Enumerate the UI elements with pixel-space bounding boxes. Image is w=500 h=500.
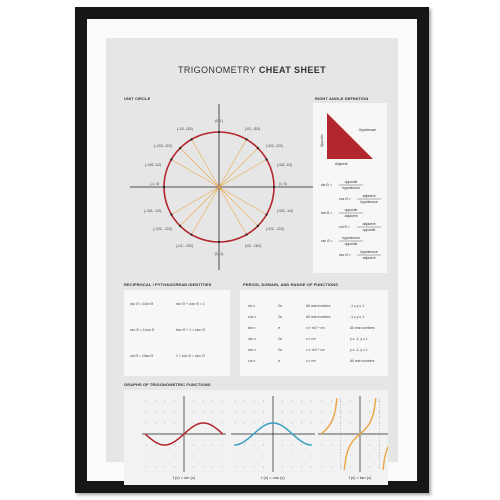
grid-dot xyxy=(341,412,342,413)
angle-ray xyxy=(219,139,247,187)
grid-dot xyxy=(203,445,204,446)
grid-dot xyxy=(146,456,147,457)
circle-point xyxy=(257,225,259,227)
period-cell-period: 2π xyxy=(278,337,283,341)
period-cell-period: 2π xyxy=(278,315,283,319)
circle-point xyxy=(218,131,220,133)
period-cell-period: 2π xyxy=(278,304,283,308)
grid-dot xyxy=(235,467,236,468)
angle-ray xyxy=(219,187,258,226)
coord-right-4: (1, 0) xyxy=(279,182,287,186)
grid-dot xyxy=(244,401,245,402)
grid-dot xyxy=(301,401,302,402)
grid-dot xyxy=(301,423,302,424)
grid-dot xyxy=(282,445,283,446)
grid-dot xyxy=(174,401,175,402)
grid-dot xyxy=(301,412,302,413)
circle-point xyxy=(257,147,259,149)
grid-dot xyxy=(155,401,156,402)
cot-ratio-label: cot Θ = xyxy=(339,225,351,229)
grid-dot xyxy=(165,456,166,457)
right-triangle xyxy=(327,113,373,159)
circle-point xyxy=(170,158,172,160)
grid-dot xyxy=(193,412,194,413)
angle-ray xyxy=(180,187,219,226)
period-cell-fn: tan x xyxy=(248,326,256,330)
coord-left-7: (-1/2, -√3/2) xyxy=(175,244,193,248)
period-cell-period: π xyxy=(278,326,281,330)
grid-dot xyxy=(222,412,223,413)
sec-ratio-label: sec Θ = xyxy=(339,253,351,257)
grid-dot xyxy=(212,423,213,424)
grid-dot xyxy=(254,445,255,446)
tan-graph-caption: f (x) = tan (x) xyxy=(348,475,372,480)
grid-dot xyxy=(203,467,204,468)
grid-dot xyxy=(350,423,351,424)
period-panel xyxy=(240,290,388,376)
grid-dot xyxy=(341,445,342,446)
grid-dot xyxy=(222,445,223,446)
grid-dot xyxy=(235,456,236,457)
grid-dot xyxy=(331,401,332,402)
period-cell-domain: x ≠ nπ xyxy=(306,337,316,341)
grid-dot xyxy=(155,445,156,446)
grid-dot xyxy=(174,423,175,424)
grid-dot xyxy=(212,412,213,413)
grid-dot xyxy=(350,467,351,468)
poster-title xyxy=(106,65,398,75)
grid-dot xyxy=(282,467,283,468)
sec-ratio-denominator: adjacent xyxy=(362,256,376,260)
grid-dot xyxy=(193,467,194,468)
grid-dot xyxy=(235,401,236,402)
circle-point xyxy=(266,158,268,160)
coord-right-7: (1/2, -√3/2) xyxy=(245,244,262,248)
angle-ray xyxy=(219,160,267,188)
angle-ray xyxy=(192,187,220,235)
poster xyxy=(106,38,398,480)
grid-dot xyxy=(292,412,293,413)
circle-point xyxy=(190,138,192,140)
grid-dot xyxy=(322,423,323,424)
identity-cot: cot Θ = 1/tan Θ xyxy=(130,354,154,358)
tan-curve xyxy=(383,434,388,470)
graphs-panel xyxy=(124,390,388,485)
cot-ratio-denominator: opposite xyxy=(362,228,376,232)
circle-point xyxy=(190,234,192,236)
grid-dot xyxy=(292,445,293,446)
period-cell-domain: All real numbers xyxy=(306,304,331,308)
identity-pythagorean-1: sin² Θ + cos² Θ = 1 xyxy=(176,302,205,306)
grid-dot xyxy=(350,456,351,457)
angle-ray xyxy=(219,148,258,187)
period-cell-range: All real numbers xyxy=(350,326,375,330)
circle-point xyxy=(170,213,172,215)
trig-ratios xyxy=(321,180,381,260)
coord-right-3: (√3/2, 1/2) xyxy=(277,163,293,167)
grid-dot xyxy=(282,456,283,457)
angle-ray xyxy=(180,148,219,187)
right-angle-heading: RIGHT ANGLE DEFINITION xyxy=(315,96,369,101)
grid-dot xyxy=(212,467,213,468)
grid-dot xyxy=(331,456,332,457)
period-cell-fn: sin x xyxy=(248,304,255,308)
coord-bottom: (0, -1) xyxy=(214,252,224,256)
grid-dot xyxy=(263,445,264,446)
identity-pythagorean-3: 1 + cot² Θ = csc² Θ xyxy=(176,354,205,358)
grid-dot xyxy=(311,456,312,457)
cos-ratio-numerator: adjacent xyxy=(362,194,376,198)
right-angle-panel xyxy=(313,103,387,273)
period-cell-period: π xyxy=(278,359,281,363)
unit-circle-diagram xyxy=(126,102,320,272)
coord-left-4: (-1, 0) xyxy=(150,182,159,186)
coord-right-6: (√2/2, -√2/2) xyxy=(266,227,284,231)
grid-dot xyxy=(244,412,245,413)
coord-left-3: (-√3/2, 1/2) xyxy=(144,163,161,167)
title-bold: CHEAT SHEET xyxy=(258,65,327,75)
grid-dot xyxy=(193,445,194,446)
circle-point xyxy=(245,234,247,236)
grid-dot xyxy=(222,401,223,402)
tan-curve xyxy=(321,398,337,434)
grid-dot xyxy=(263,456,264,457)
grid-dot xyxy=(165,412,166,413)
grid-dot xyxy=(146,412,147,413)
grid-dot xyxy=(254,412,255,413)
grid-dot xyxy=(331,467,332,468)
grid-dot xyxy=(146,445,147,446)
grid-dot xyxy=(254,401,255,402)
grid-dot xyxy=(222,456,223,457)
period-cell-fn: sec x xyxy=(248,348,256,352)
identities-heading: RECIPROCAL / PYTHAGOREAN IDENTITIES xyxy=(124,282,212,287)
hypotenuse-label: Hypotenuse xyxy=(359,128,377,132)
coord-right-1: (1/2, √3/2) xyxy=(245,127,261,131)
title-light: TRIGONOMETRY xyxy=(177,65,259,75)
grid-dot xyxy=(174,412,175,413)
period-cell-range: -1 ≤ y ≤ 1 xyxy=(350,304,365,308)
grid-dot xyxy=(282,412,283,413)
sin-graph-caption: f (x) = sin (x) xyxy=(172,475,196,480)
grid-dot xyxy=(155,467,156,468)
grid-dot xyxy=(350,412,351,413)
grid-dot xyxy=(322,467,323,468)
grid-dot xyxy=(254,456,255,457)
grid-dot xyxy=(292,456,293,457)
right-angle-diagram xyxy=(313,103,387,273)
tan-ratio-denominator: adjacent xyxy=(344,214,358,218)
period-heading: PERIOD, DOMAIN, AND RANGE OF FUNCTIONS xyxy=(243,282,338,287)
grid-dot xyxy=(244,423,245,424)
grid-dot xyxy=(331,412,332,413)
csc-ratio-label: csc Θ = xyxy=(321,239,333,243)
identity-csc: csc Θ = 1/sin Θ xyxy=(130,302,154,306)
opposite-label: Opposite xyxy=(320,134,324,147)
cos-curve-plot xyxy=(231,396,315,472)
circle-point xyxy=(179,147,181,149)
grid-dot xyxy=(282,401,283,402)
grid-dot xyxy=(369,412,370,413)
grid-dot xyxy=(369,456,370,457)
period-cell-range: y ≤ -1, y ≥ 1 xyxy=(350,348,368,352)
grid-dot xyxy=(379,412,380,413)
angle-ray xyxy=(219,187,267,215)
grid-dot xyxy=(301,467,302,468)
grid-dot xyxy=(369,445,370,446)
period-cell-fn: csc x xyxy=(248,337,256,341)
grid-dot xyxy=(155,456,156,457)
grid-dot xyxy=(254,467,255,468)
grid-dot xyxy=(292,467,293,468)
grid-dot xyxy=(203,401,204,402)
coord-left-5: (-√3/2, -1/2) xyxy=(143,209,161,213)
circle-point xyxy=(163,186,165,188)
coord-left-1: (-1/2, √3/2) xyxy=(176,127,193,131)
period-cell-domain: x ≠ nπ xyxy=(306,359,316,363)
grid-dot xyxy=(322,401,323,402)
grid-dot xyxy=(244,467,245,468)
cos-ratio-label: cos Θ = xyxy=(339,197,351,201)
grid-dot xyxy=(311,467,312,468)
period-cell-range: y ≤ -1, y ≥ 1 xyxy=(350,337,368,341)
graphs-heading: GRAPHS OF TRIGONOMETRIC FUNCTIONS xyxy=(124,382,211,387)
period-cell-domain: x ≠ π/2 + nπ xyxy=(306,326,325,330)
angle-ray xyxy=(219,187,247,235)
grid-dot xyxy=(165,467,166,468)
grid-dot xyxy=(254,423,255,424)
sec-ratio-numerator: hypotenuse xyxy=(360,250,378,254)
grid-dot xyxy=(379,445,380,446)
circle-point xyxy=(179,225,181,227)
circle-point xyxy=(218,241,220,243)
adjacent-label: Adjacent xyxy=(335,162,348,166)
coord-left-6: (-√2/2, -√2/2) xyxy=(152,227,172,231)
period-cell-period: 2π xyxy=(278,348,283,352)
grid-dot xyxy=(301,445,302,446)
unit-circle-heading: UNIT CIRCLE xyxy=(124,96,151,101)
grid-dot xyxy=(146,401,147,402)
grid-dot xyxy=(235,423,236,424)
grid-dot xyxy=(282,423,283,424)
grid-dot xyxy=(212,401,213,402)
period-cell-fn: cot x xyxy=(248,359,256,363)
grid-dot xyxy=(263,467,264,468)
angle-ray xyxy=(171,160,219,188)
tan-curve-plot xyxy=(318,396,388,472)
identity-pythagorean-2: tan² Θ + 1 = sec² Θ xyxy=(176,328,206,332)
grid-dot xyxy=(222,423,223,424)
grid-dot xyxy=(244,445,245,446)
grid-dot xyxy=(350,401,351,402)
grid-dot xyxy=(203,412,204,413)
grid-dot xyxy=(146,423,147,424)
grid-dot xyxy=(301,456,302,457)
picture-frame xyxy=(75,7,429,493)
coord-top: (0, 1) xyxy=(215,119,223,123)
coord-left-2: (-√2/2, √2/2) xyxy=(154,144,172,148)
grid-dot xyxy=(311,401,312,402)
cot-ratio-numerator: adjacent xyxy=(362,222,376,226)
grid-dot xyxy=(263,401,264,402)
period-cell-range: All real numbers xyxy=(350,359,375,363)
grid-dot xyxy=(212,456,213,457)
identity-sec: sec Θ = 1/cos Θ xyxy=(130,328,155,332)
grid-dot xyxy=(174,445,175,446)
period-cell-domain: x ≠ π/2 + nπ xyxy=(306,348,325,352)
grid-dot xyxy=(174,456,175,457)
grid-dot xyxy=(155,423,156,424)
coord-right-2: (√2/2, √2/2) xyxy=(266,144,283,148)
sin-ratio-denominator: hypotenuse xyxy=(342,186,360,190)
csc-ratio-numerator: hypotenuse xyxy=(342,236,360,240)
grid-dot xyxy=(322,456,323,457)
grid-dot xyxy=(331,445,332,446)
tan-ratio-label: tan Θ = xyxy=(321,211,333,215)
grid-dot xyxy=(311,423,312,424)
grid-dot xyxy=(203,456,204,457)
grid-dot xyxy=(212,445,213,446)
grid-dot xyxy=(369,467,370,468)
grid-dot xyxy=(146,467,147,468)
grid-dot xyxy=(322,412,323,413)
grid-dot xyxy=(174,467,175,468)
grid-dot xyxy=(165,423,166,424)
grid-dot xyxy=(193,456,194,457)
angle-ray xyxy=(192,139,220,187)
function-graphs xyxy=(124,390,388,485)
grid-dot xyxy=(263,412,264,413)
grid-dot xyxy=(193,423,194,424)
period-cell-fn: cos x xyxy=(248,315,256,319)
sin-ratio-numerator: opposite xyxy=(344,180,358,184)
grid-dot xyxy=(155,412,156,413)
frame-mat xyxy=(87,19,417,481)
grid-dot xyxy=(263,423,264,424)
period-cell-domain: All real numbers xyxy=(306,315,331,319)
circle-point xyxy=(266,213,268,215)
grid-dot xyxy=(322,445,323,446)
circle-point xyxy=(273,186,275,188)
tan-ratio-numerator: opposite xyxy=(344,208,358,212)
grid-dot xyxy=(292,423,293,424)
angle-ray xyxy=(171,187,219,215)
csc-ratio-denominator: opposite xyxy=(344,242,358,246)
coord-right-5: (√3/2, -1/2) xyxy=(277,209,294,213)
cos-graph-caption: f (x) = cos (x) xyxy=(261,475,285,480)
grid-dot xyxy=(244,456,245,457)
sin-curve-plot xyxy=(142,396,226,472)
grid-dot xyxy=(311,412,312,413)
cos-ratio-denominator: hypotenuse xyxy=(360,200,378,204)
grid-dot xyxy=(369,401,370,402)
sin-ratio-label: sin Θ = xyxy=(321,183,332,187)
grid-dot xyxy=(165,401,166,402)
grid-dot xyxy=(292,401,293,402)
grid-dot xyxy=(222,467,223,468)
identities-panel xyxy=(124,290,230,376)
grid-dot xyxy=(235,412,236,413)
period-cell-range: -1 ≤ y ≤ 1 xyxy=(350,315,365,319)
grid-dot xyxy=(193,401,194,402)
circle-point xyxy=(245,138,247,140)
